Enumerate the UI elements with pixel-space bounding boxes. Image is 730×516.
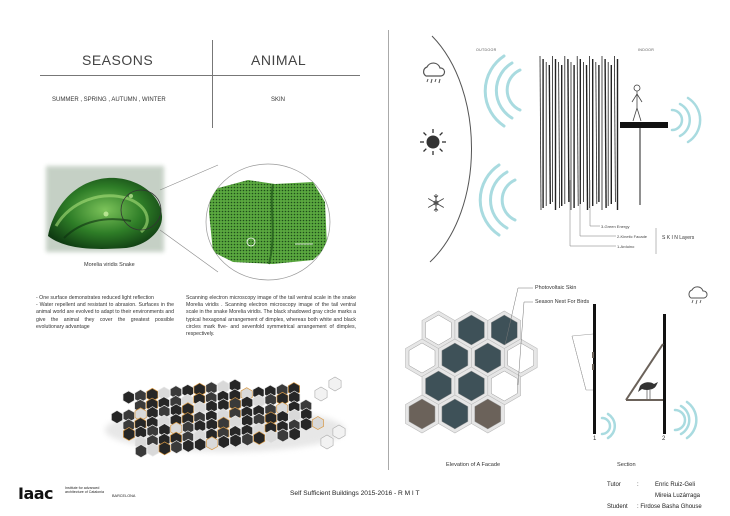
- tutor-label: Tutor: [607, 482, 621, 488]
- seasons-list: SUMMER , SPRING , AUTUMN , WINTER: [52, 97, 166, 103]
- section-number-1: 1: [593, 436, 597, 442]
- iaac-logo: Iaac: [18, 484, 54, 503]
- microscopy-description-text: Scanning electron microscopy image of the tail ventral scale in the snake Morelia viridis . Scanning electron microscopy image of the tail ventral scale in the snake Morelia viridis. The black shadowed gray circle marks a typical hexagonal arrangement of dimples, whereas both white and black circles mark five- and sevenfold symmetrical arrangement of dimples, respectively.: [186, 295, 357, 338]
- cloud-rain-icon: [689, 287, 707, 304]
- skin-layers-label: S K I N Layers: [662, 235, 695, 241]
- student-name: : Firdose Basha Ghouse: [637, 504, 702, 510]
- iaac-institute-text: Institute for advanced architecture of Catalonia: [65, 486, 104, 495]
- animal-title: ANIMAL: [251, 52, 307, 68]
- snake-caption: Morelia viridis Snake: [84, 262, 135, 268]
- outdoor-label: OUTDOOR: [476, 48, 497, 52]
- season-nest-label: Season Nest For Birds: [535, 299, 590, 305]
- tutor-name-1: Enric Ruiz-Geli: [655, 482, 696, 488]
- section-number-2: 2: [662, 436, 666, 442]
- seasons-title: SEASONS: [82, 52, 154, 68]
- bird-icon: [638, 382, 658, 399]
- skin-label: SKIN: [271, 97, 286, 103]
- tutor-colon: :: [637, 482, 639, 488]
- student-label: Student: [607, 504, 628, 510]
- indoor-label: INDOOR: [638, 48, 655, 52]
- tutor-name-2: Mireia Luzárraga: [655, 493, 701, 499]
- layer-kinetic-facade-label: 2-Kinetic Facade: [617, 234, 648, 239]
- course-title: Self Sufficient Buildings 2015-2016 - R M I T: [290, 490, 420, 497]
- elevation-caption: Elevation of A Facade: [446, 462, 501, 468]
- photovoltaic-skin-label: Photovoltaic Skin: [535, 285, 577, 291]
- iaac-city: BARCELONA: [112, 494, 136, 498]
- layer-green-energy-label: 3-Green Energy: [601, 224, 630, 229]
- layer-arduino-label: 1-Arduino: [617, 244, 635, 249]
- skin-properties-text: - One surface demonstrates reduced light reflection - Water repellent and resistant to abrasion. Surfaces in the animal world are evolved to adapt to their environments and give the animal they cover the greatest possible evolutionary advantage: [36, 295, 174, 330]
- section-caption: Section: [617, 462, 636, 468]
- facade-section-drawing: [560, 282, 720, 462]
